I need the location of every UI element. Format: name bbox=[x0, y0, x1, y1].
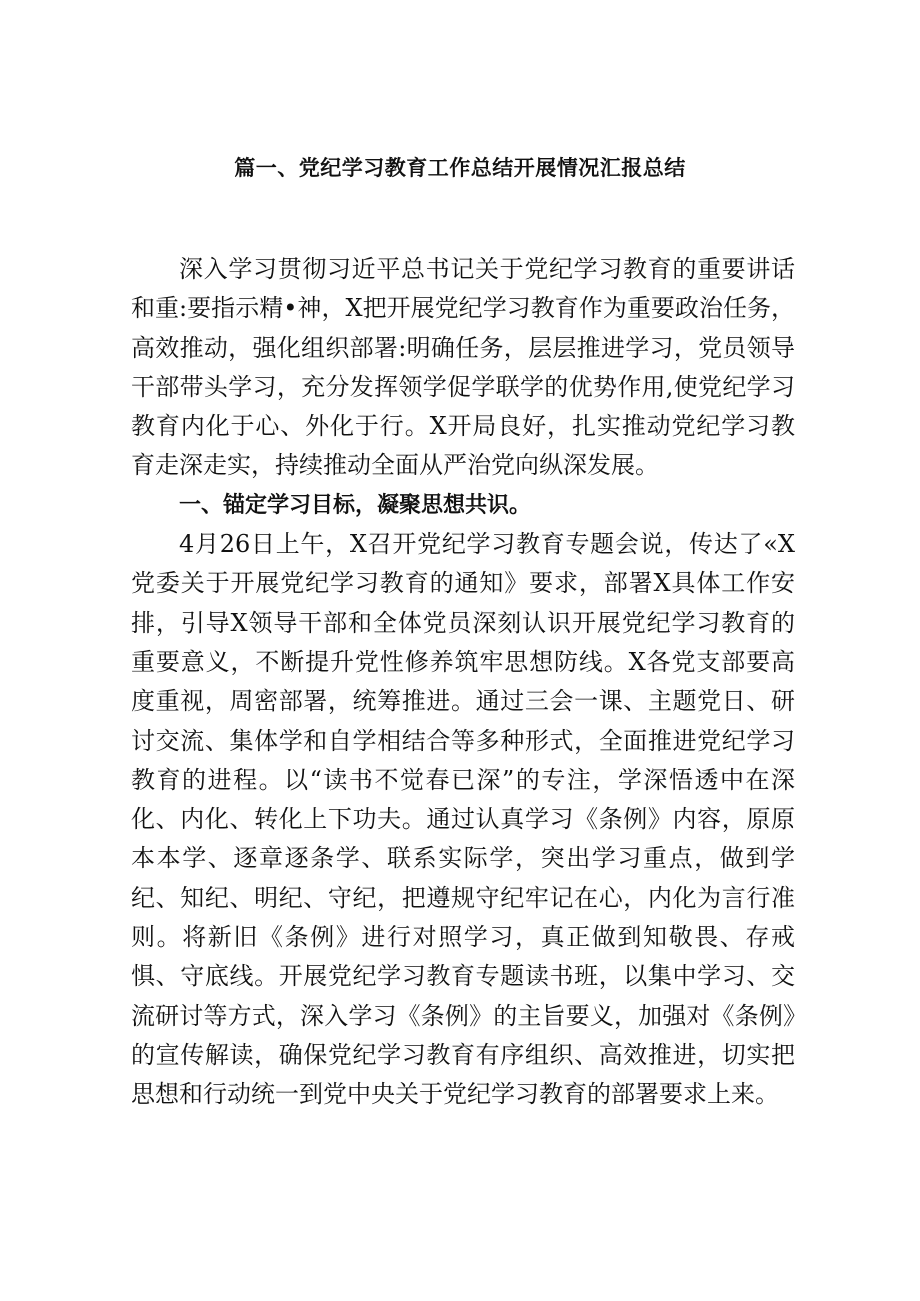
section-heading: 一、锚定学习目标，凝聚思想共识。 bbox=[179, 492, 532, 518]
section-paragraph: 4月26日上午，X召开党纪学习教育专题会说，传达了«X党委关于开展党纪学习教育的通知》要求，部署X具体工作安排，引导X领导干部和全体党员深刻认识开展党纪学习教育的重要意义，不断提升党性修养筑牢思想防线。X各党支部要高度重视，周密部署，统筹推进。通过三会一课、主题党日、研讨交流、集体学和自学相结合等多种形式，全面推进党纪学习教育的进程。以“读书不觉春已深”的专注，学深悟透中在深化、内化、转化上下功夫。通过认真学习《条例》内容，原原本本学、逐章逐条学、联系实际学，突出学习重点，做到学纪、知纪、明纪、守纪，把遵规守纪牢记在心，内化为言行准则。将新旧《条例》进行对照学习，真正做到知敬畏、存戒惧、守底线。开展党纪学习教育专题读书班，以集中学习、交流研讨等方式，深入学习《条例》的主旨要义，加强对《条例》的宣传解读，确保党纪学习教育有序组织、高效推进，切实把思想和行动统一到党中央关于党纪学习教育的部署要求上来。 bbox=[131, 530, 795, 1109]
document-title: 篇一、党纪学习教育工作总结开展情况汇报总结 bbox=[234, 156, 686, 180]
document-body bbox=[131, 250, 795, 1115]
intro-paragraph: 深入学习贯彻习近平总书记关于党纪学习教育的重要讲话和重:要指示精•神，X把开展党纪学习教育作为重要政治任务，高效推动，强化组织部署:明确任务，层层推进学习，党员领导干部带头学习，充分发挥领学促学联学的优势作用,使党纪学习教育内化于心、外化于行。X开局良好，扎实推动党纪学习教育走深走实，持续推动全面从严治党向纵深发展。 bbox=[131, 255, 795, 480]
